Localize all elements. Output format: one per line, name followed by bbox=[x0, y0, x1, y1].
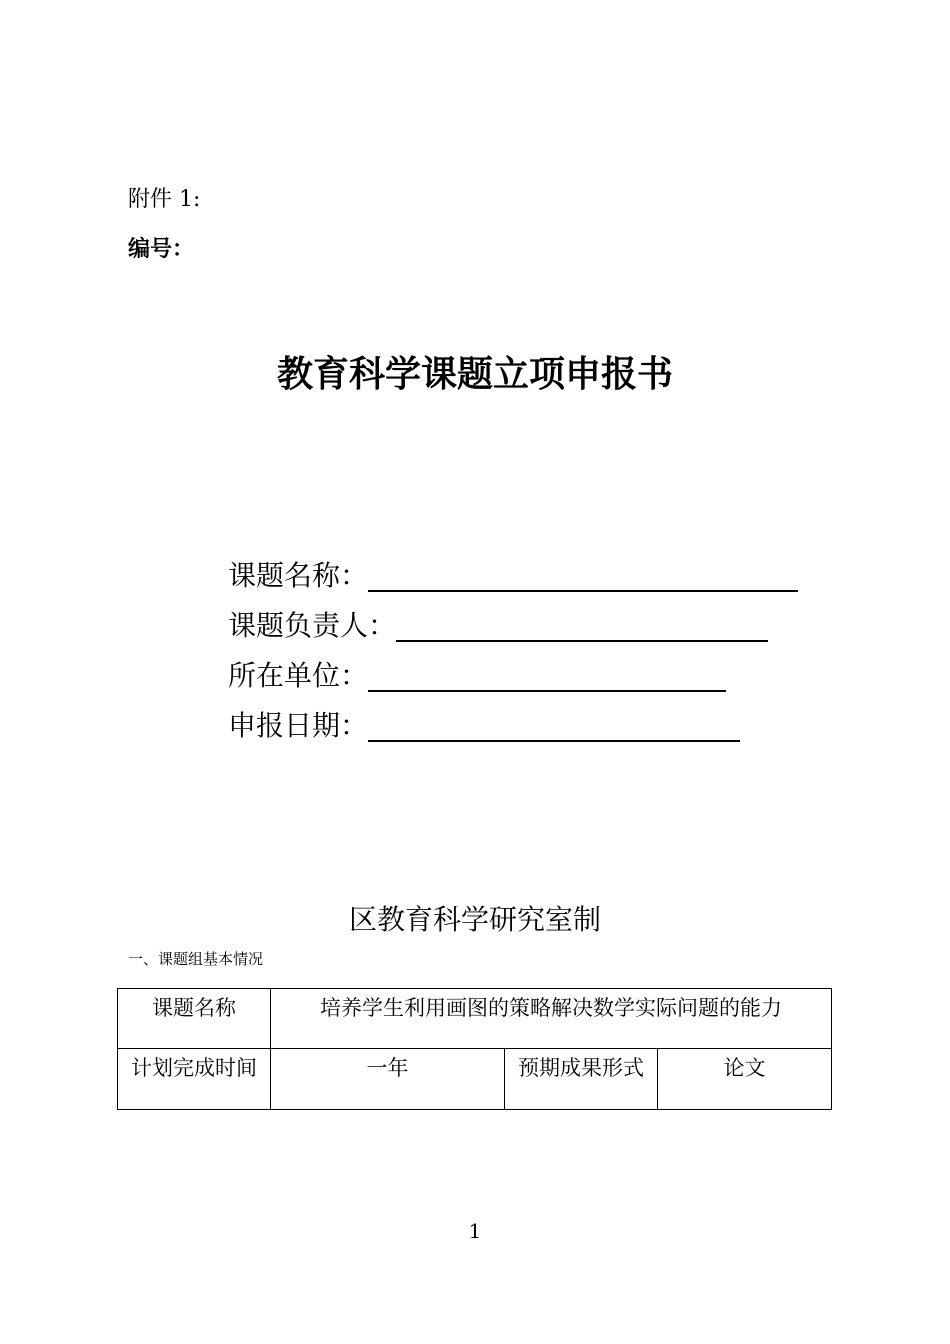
cover-field-application-date bbox=[228, 706, 740, 746]
cover-field-label: 课题负责人： bbox=[228, 609, 397, 642]
cover-field-label: 课题名称： bbox=[228, 559, 369, 592]
table-cell-label: 计划完成时间 bbox=[118, 1049, 271, 1110]
cover-field-blank-line[interactable] bbox=[396, 610, 768, 642]
cover-field-label: 所在单位： bbox=[228, 659, 369, 692]
table-cell-label: 课题名称 bbox=[118, 989, 271, 1049]
issuing-organization: 区教育科学研究室制 bbox=[348, 903, 601, 936]
table-cell-label: 预期成果形式 bbox=[505, 1049, 658, 1110]
cover-field-blank-line[interactable] bbox=[368, 710, 740, 742]
serial-number-label: 编号： bbox=[128, 237, 195, 262]
page-number: 1 bbox=[468, 1219, 482, 1243]
table-cell-completion-time: 一年 bbox=[271, 1049, 505, 1110]
table-row bbox=[118, 1049, 832, 1110]
table-cell-topic-name: 培养学生利用画图的策略解决数学实际问题的能力 bbox=[271, 989, 832, 1049]
cover-field-topic-name bbox=[228, 556, 798, 596]
table-row bbox=[118, 989, 832, 1049]
document-title: 教育科学课题立项申报书 bbox=[276, 354, 673, 395]
table-cell-expected-outcome: 论文 bbox=[658, 1049, 832, 1110]
project-info-table bbox=[117, 988, 832, 1110]
cover-field-label: 申报日期： bbox=[228, 709, 369, 742]
section-heading: 一、课题组基本情况 bbox=[128, 950, 264, 968]
cover-field-blank-line[interactable] bbox=[368, 660, 726, 692]
cover-field-topic-leader bbox=[228, 606, 768, 646]
attachment-label: 附件 1: bbox=[128, 187, 201, 212]
cover-field-blank-line[interactable] bbox=[368, 560, 798, 592]
cover-field-organization bbox=[228, 656, 726, 696]
